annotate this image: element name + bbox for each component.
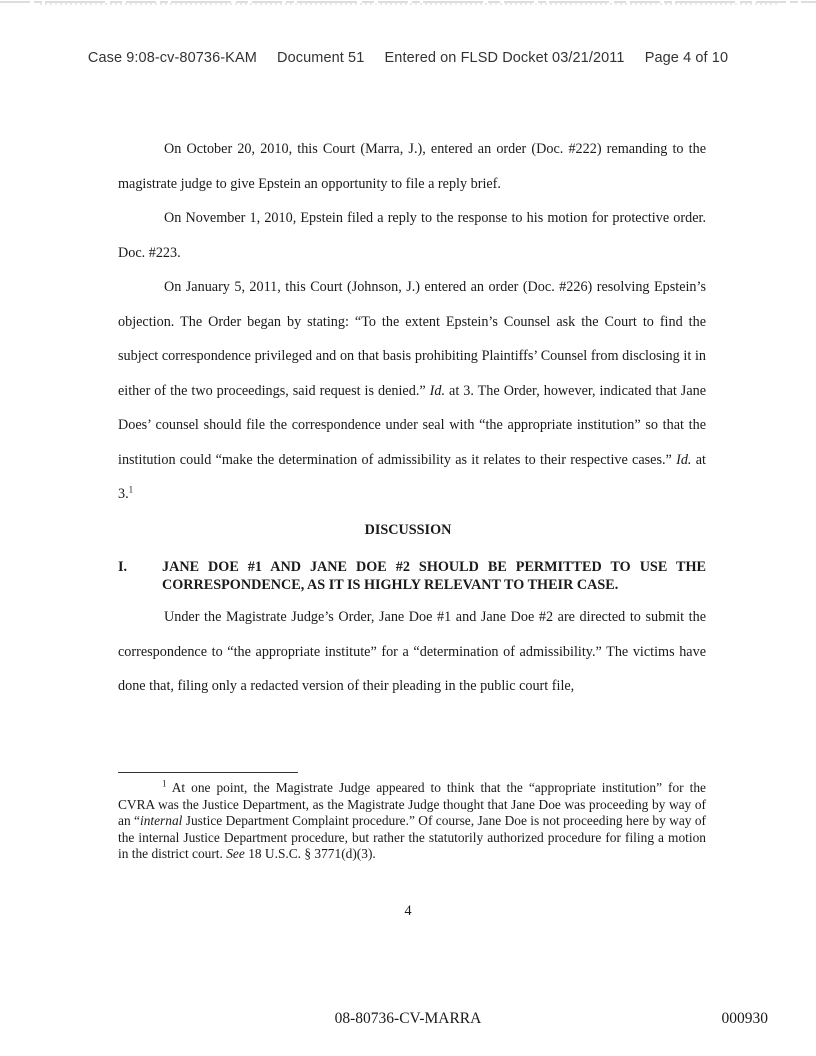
- paragraph-january-text: On January 5, 2011, this Court (Johnson, J.) entered an order (Doc. #226) resolving Epstein’s objection. The Order began by stating: “To the extent Epstein’s Counsel ask the Court to find the subject correspondence privileged and on that basis prohibiting Plaintiffs’ Counsel from disclosing it in either of the two proceedings, said request is denied.”: [118, 279, 706, 399]
- footnote-marker: 1: [162, 778, 167, 789]
- paragraph-magistrate-order: Under the Magistrate Judge’s Order, Jane Doe #1 and Jane Doe #2 are directed to submit the correspondence to “the appropriate institute” for a “determination of admissibility.” The victims have done that, filing only a redacted version of their pleading in the public court file,: [118, 609, 706, 694]
- footnote-see: See: [226, 846, 245, 861]
- footnote-italic: internal: [139, 813, 183, 828]
- case-number: Case 9:08-cv-80736-KAM: [87, 50, 257, 66]
- paragraph-january-end: at 3.: [118, 451, 706, 502]
- footnote: [118, 780, 706, 863]
- discussion-heading: DISCUSSION: [364, 522, 452, 538]
- footnote-cite: 18 U.S.C. § 3771(d)(3).: [248, 846, 376, 861]
- footnote-text-1: At one point, the Magistrate Judge appeared to think that the “appropriate institution” for the CVRA was the Justice Department, as the Magistrate Judge thought that Jane Doe was proceeding by way of an “: [118, 780, 706, 828]
- footnote-reference: 1: [128, 484, 134, 495]
- section-title: JANE DOE #1 AND JANE DOE #2 SHOULD BE PERMITTED TO USE THE CORRESPONDENCE, AS IT IS HIGHLY RELEVANT TO THEIR CASE.: [162, 559, 706, 593]
- paragraph-january-order: [118, 270, 706, 512]
- citation-id-2: Id.: [676, 451, 692, 468]
- footnote-divider: [118, 772, 298, 773]
- section-number: I.: [118, 559, 128, 575]
- section-heading: [118, 558, 706, 594]
- page-indicator: Page 4 of 10: [644, 50, 729, 66]
- case-header: [0, 50, 816, 66]
- paragraph-january-continued: at 3. The Order, however, indicated that Jane Does’ counsel should file the correspondence under seal with “the appropriate institution” so that the institution could “make the determination of admissibility as it relates to their respective cases.”: [118, 382, 707, 468]
- bates-number: 000930: [721, 1010, 768, 1027]
- page-number: 4: [404, 903, 412, 919]
- document-number: Document 51: [277, 50, 365, 66]
- paragraph-october-order: On October 20, 2010, this Court (Marra, J.), entered an order (Doc. #222) remanding to the magistrate judge to give Epstein an opportunity to file a reply brief.: [118, 141, 706, 192]
- paragraph-november-reply: On November 1, 2010, Epstein filed a reply to the response to his motion for protective order. Doc. #223.: [118, 210, 706, 261]
- scan-artifact-line: [0, 0, 816, 8]
- bates-case-label: 08-80736-CV-MARRA: [334, 1010, 482, 1027]
- citation-id: Id.: [429, 382, 446, 399]
- docket-entry: Entered on FLSD Docket 03/21/2011: [384, 50, 625, 66]
- footnote-text-2: Justice Department Complaint procedure.” Of course, Jane Doe is not proceeding here by way of the internal Justice Department procedure, but rather the statutorily authorized procedure for filing a motion in the district court.: [118, 813, 706, 861]
